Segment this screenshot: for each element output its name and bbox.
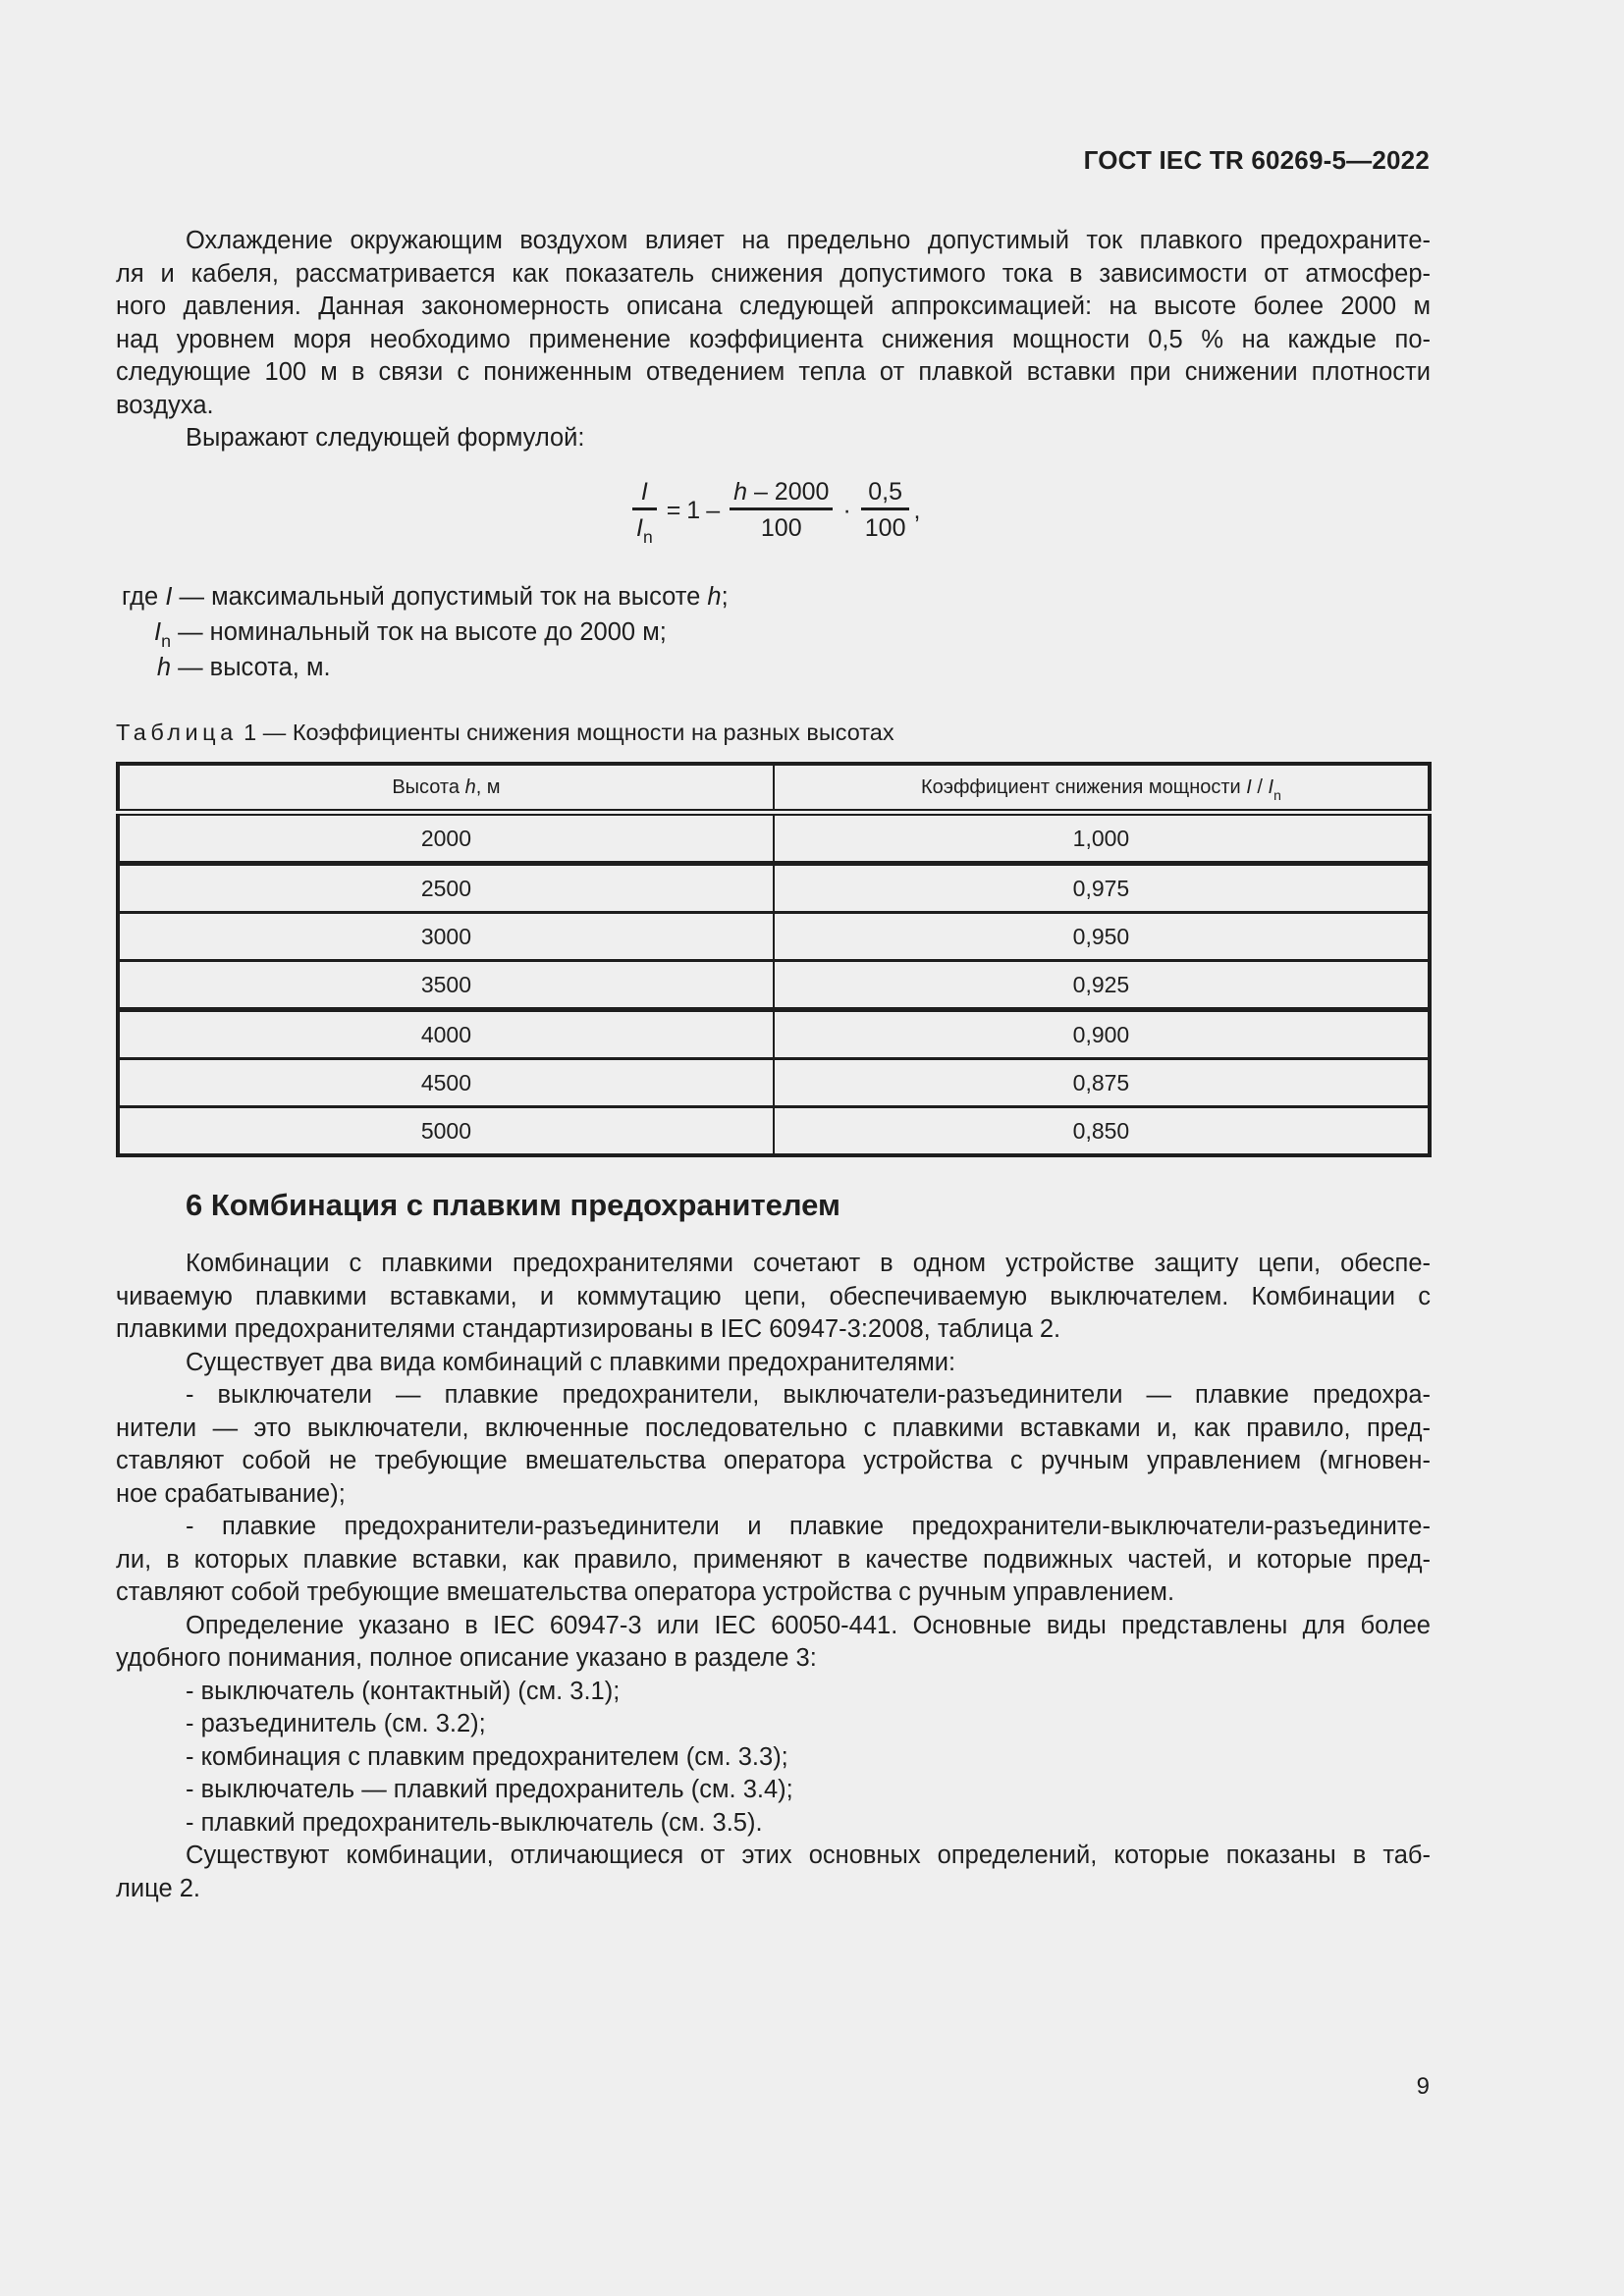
cell-coefficient: 0,975	[774, 864, 1430, 913]
cell-coefficient: 0,925	[774, 961, 1430, 1010]
text-line: Существуют комбинации, отличающиеся от этих основных определений, которые показаны в таб-	[186, 1842, 1431, 1869]
text-line: ставляют собой требующие вмешательства оператора устройства с ручным управлением.	[116, 1578, 1175, 1606]
text-line: нители — это выключатели, включенные последовательно с плавкими вставками и, как правило, пред-	[116, 1414, 1431, 1442]
formula-legend	[122, 579, 729, 685]
derating-formula: $\frac{I}{I_n}$ = 1 – $\frac{h - 2000}{100}$ · $\frac{0,5}{100}$ ,	[628, 461, 920, 560]
cell-coefficient: 0,900	[774, 1010, 1430, 1059]
list-item: - выключатели — плавкие предохранители, выключатели-разъединители — плавкие предохра-	[186, 1381, 1431, 1409]
table-row	[118, 1059, 1430, 1107]
text-line: удобного понимания, полное описание указано в разделе 3:	[116, 1644, 817, 1672]
page-number: 9	[1416, 2073, 1430, 2100]
text-line: ли, в которых плавкие вставки, как правило, применяют в качестве подвижных частей, и которые пред-	[116, 1545, 1431, 1574]
text-line: Охлаждение окружающим воздухом влияет на предельно допустимый ток плавкого предохраните-	[186, 227, 1431, 254]
column-header-coefficient: Коэффициент снижения мощности I / $I_n$	[774, 764, 1430, 813]
list-item: - плавкие предохранители-разъединители и плавкие предохранители-выключатели-разъедините-	[186, 1513, 1431, 1540]
text-line: Определение указано в IEC 60947-3 или IEC 60050-441. Основные виды представлены для более	[186, 1611, 1431, 1639]
cell-coefficient: 0,875	[774, 1059, 1430, 1107]
text-line: ного давления. Данная закономерность описана следующей аппроксимацией: на высоте более 2000 м	[116, 293, 1431, 320]
table-row	[118, 813, 1430, 864]
text-line: чиваемую плавкими вставками, и коммутацию цепи, обеспечиваемую выключателем. Комбинации с	[116, 1282, 1431, 1310]
cell-coefficient: 1,000	[774, 813, 1430, 864]
cell-coefficient: 0,950	[774, 913, 1430, 961]
table-header-row	[118, 764, 1430, 813]
table-row	[118, 1010, 1430, 1059]
cell-height: 2000	[118, 813, 774, 864]
table-row	[118, 913, 1430, 961]
table-row	[118, 1107, 1430, 1156]
text-line: ставляют собой не требующие вмешательства оператора устройства с ручным управлением (мгновен-	[116, 1447, 1431, 1474]
text-line: воздуха.	[116, 391, 214, 419]
intro-paragraph	[116, 225, 1431, 455]
section-heading: 6 Комбинация с плавким предохранителем	[186, 1188, 840, 1222]
text-line: над уровнем моря необходимо применение коэффициента снижения мощности 0,5 % на каждые по-	[116, 325, 1431, 353]
text-line: Комбинации с плавкими предохранителями сочетают в одном устройстве защиту цепи, обеспе-	[186, 1250, 1431, 1277]
cell-height: 5000	[118, 1107, 774, 1156]
fraction-rate: $\frac{0,5}{100}$	[861, 476, 910, 546]
list-item: - выключатель — плавкий предохранитель (см. 3.4);	[186, 1776, 793, 1803]
fraction-height: $\frac{h - 2000}{100}$	[730, 476, 833, 546]
list-item: - разъединитель (см. 3.2);	[186, 1710, 486, 1737]
legend-item: где I — максимальный допустимый ток на высоте h;	[122, 583, 729, 611]
list-item: - выключатель (контактный) (см. 3.1);	[186, 1677, 621, 1705]
column-header-height: Высота h, м	[118, 764, 774, 813]
text-line: Существует два вида комбинаций с плавкими предохранителями:	[186, 1348, 956, 1376]
cell-height: 4000	[118, 1010, 774, 1059]
list-item: - комбинация с плавким предохранителем (см. 3.3);	[186, 1742, 788, 1771]
cell-height: 3500	[118, 961, 774, 1010]
section6-body	[116, 1248, 1431, 1905]
text-line: следующие 100 м в связи с пониженным отведением тепла от плавкой вставки при снижении плотности	[116, 358, 1431, 386]
table-row	[118, 864, 1430, 913]
derating-table	[116, 762, 1432, 1157]
table-row	[118, 961, 1430, 1010]
table-caption: Таблица 1 — Коэффициенты снижения мощности на разных высотах	[116, 720, 894, 745]
legend-item: h — высота, м.	[156, 654, 331, 681]
text-line: лице 2.	[116, 1874, 200, 1902]
fraction-lhs: $\frac{I}{I_n}$	[632, 476, 657, 546]
document-code: ГОСТ IEC TR 60269-5—2022	[1083, 145, 1430, 175]
cell-height: 3000	[118, 913, 774, 961]
text-line: плавкими предохранителями стандартизированы в IEC 60947-3:2008, таблица 2.	[116, 1315, 1061, 1343]
text-line: ля и кабеля, рассматривается как показатель снижения допустимого тока в зависимости от атмосфер-	[116, 259, 1431, 288]
legend-item: $I_n$ — номинальный ток на высоте до 2000 м;	[153, 618, 667, 651]
cell-height: 2500	[118, 864, 774, 913]
list-item: - плавкий предохранитель-выключатель (см. 3.5).	[186, 1808, 763, 1837]
cell-coefficient: 0,850	[774, 1107, 1430, 1156]
formula-intro: Выражают следующей формулой:	[186, 424, 585, 452]
text-line: ное срабатывание);	[116, 1479, 346, 1508]
cell-height: 4500	[118, 1059, 774, 1107]
